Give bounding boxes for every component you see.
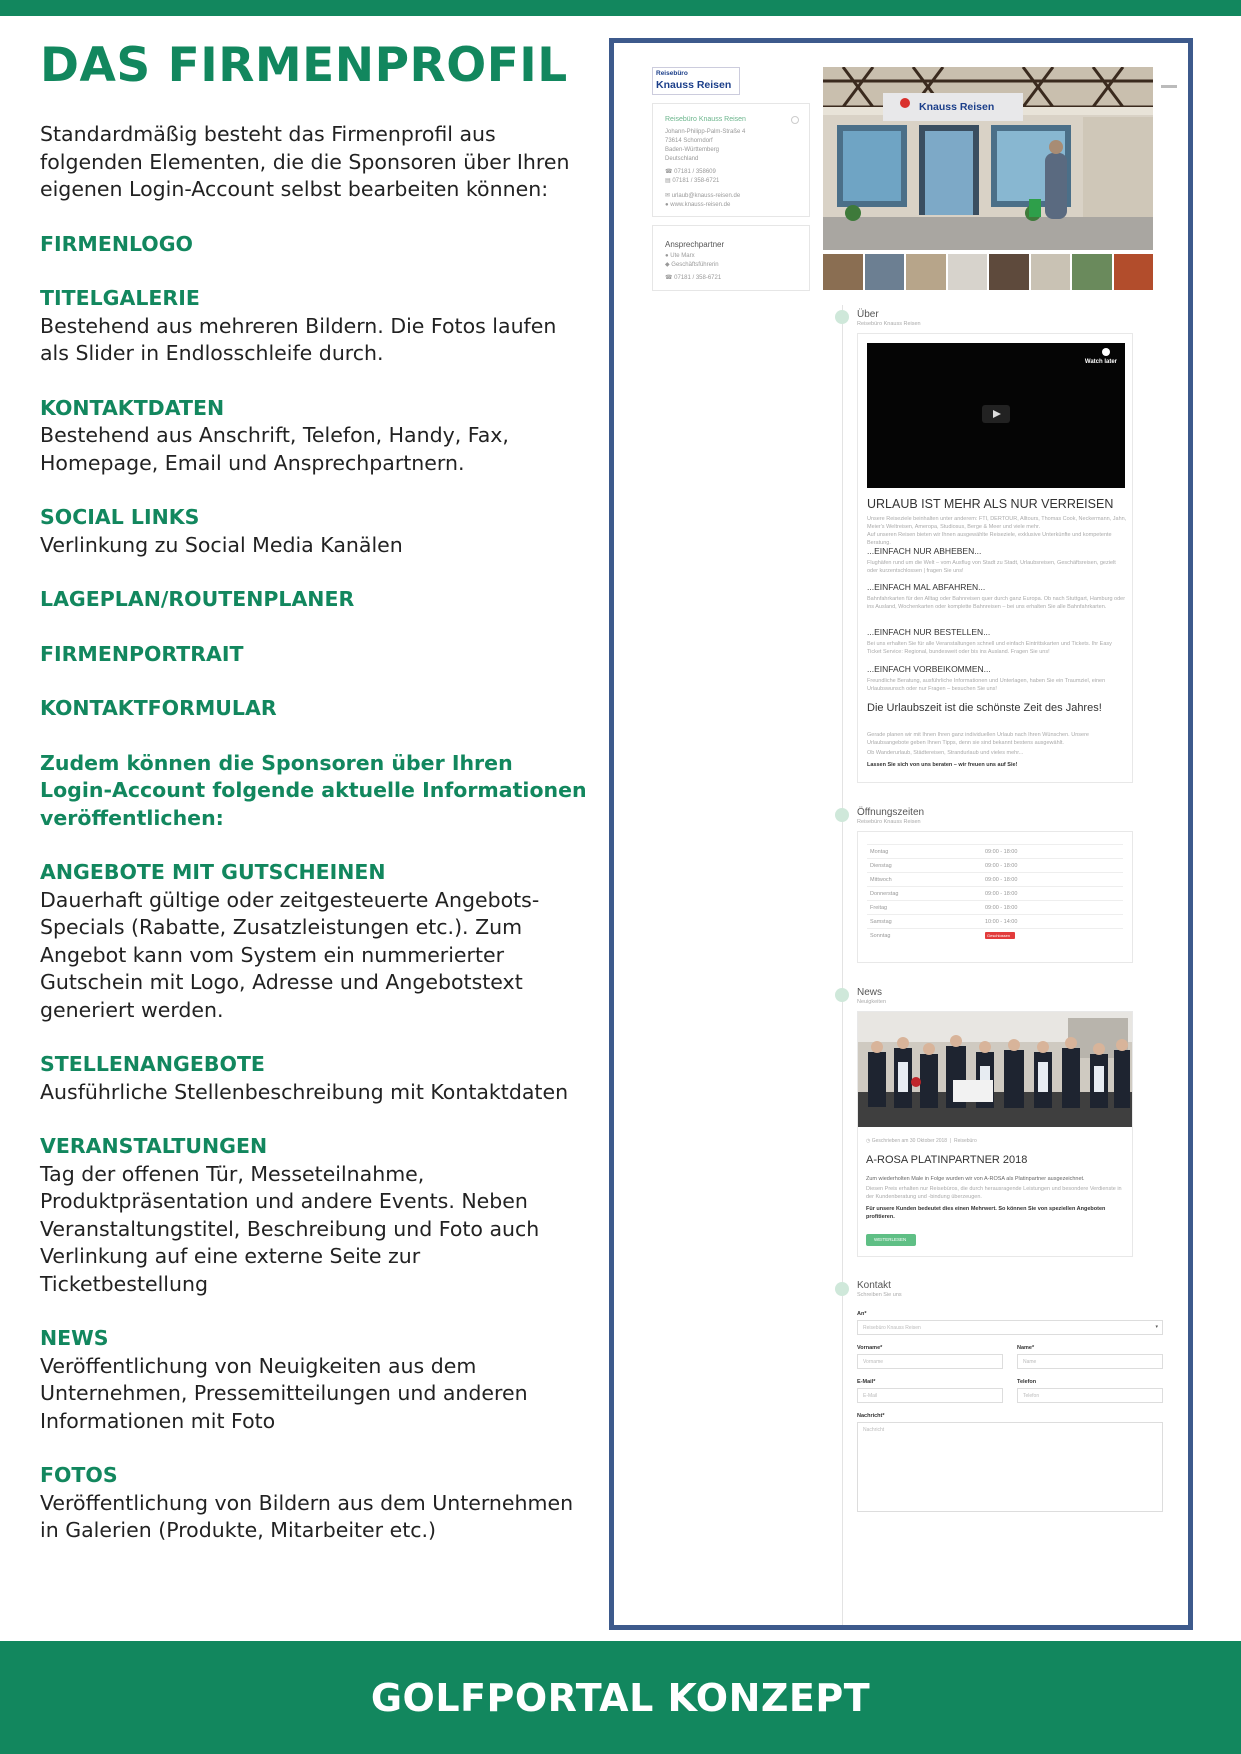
title-gallery-image[interactable] bbox=[823, 67, 1153, 250]
day-cell: Samstag bbox=[870, 919, 892, 925]
day-cell: Dienstag bbox=[870, 863, 892, 869]
tag-icon: ◆ bbox=[665, 262, 672, 268]
news-heading[interactable]: A-ROSA PLATINPARTNER 2018 bbox=[866, 1154, 1028, 1166]
profile-preview bbox=[614, 43, 1188, 1625]
scroll-indicator[interactable] bbox=[1161, 85, 1177, 88]
hours-table bbox=[857, 831, 1133, 963]
feature-section bbox=[40, 1462, 590, 1545]
feature-section bbox=[40, 1051, 590, 1106]
fax-icon: ▤ bbox=[665, 178, 673, 184]
feature-text: Ausführliche Stellenbeschreibung mit Kontaktdaten bbox=[40, 1079, 569, 1104]
lastname-label: Name* bbox=[1017, 1345, 1035, 1351]
contact-person-card bbox=[652, 225, 810, 291]
person-line bbox=[665, 261, 721, 270]
about-subheading: ...EINFACH MAL ABFAHREN... bbox=[867, 582, 986, 592]
timeline-line bbox=[842, 305, 843, 1625]
top-accent-bar bbox=[0, 0, 1241, 16]
email-label: E-Mail* bbox=[857, 1379, 876, 1385]
read-more-button[interactable] bbox=[866, 1234, 916, 1246]
time-cell: 09:00 - 18:00 bbox=[985, 849, 1018, 855]
web-line[interactable] bbox=[665, 201, 740, 210]
about-para: Auf unseren Reisen bieten wir Ihnen ausgewählte Reiseziele, exklusive Unterkünfte und kompetente Beratung. bbox=[867, 532, 1112, 546]
watch-later-label[interactable]: Watch later bbox=[1084, 359, 1117, 365]
news-text: Diesen Preis erhalten nur Reisebüros, die durch herausragende Leistungen und besondere Verdienste in der Kundenberatung und -bindung überzeugen. bbox=[866, 1186, 1122, 1200]
user-icon: ● bbox=[665, 253, 671, 259]
clock-icon[interactable] bbox=[1102, 348, 1110, 356]
recipient-value: Reisebüro Knauss Reisen bbox=[863, 1325, 921, 1331]
about-para: Bahnfahrkarten für den Alltag oder Bahnreisen quer durch ganz Europa. Ob nach Stuttgart, Hamburg oder ins Ausland, Wochenkarten oder komplette Bahnreisen – bei uns erhalten Sie alle Bahnfahrkarten. bbox=[867, 596, 1126, 610]
feature-section bbox=[40, 231, 590, 259]
about-icon bbox=[835, 310, 849, 324]
gallery-thumb[interactable] bbox=[906, 254, 946, 290]
news-icon bbox=[835, 988, 849, 1002]
gallery-thumb[interactable] bbox=[1031, 254, 1071, 290]
contact-card-address bbox=[665, 128, 745, 164]
person-line bbox=[665, 252, 721, 261]
contact-card-links bbox=[665, 192, 740, 210]
gallery-thumb[interactable] bbox=[948, 254, 988, 290]
gallery-thumb[interactable] bbox=[1114, 254, 1154, 290]
phone-line bbox=[665, 168, 719, 177]
news-card bbox=[857, 1011, 1133, 1257]
mail-icon: ✉ bbox=[665, 193, 672, 199]
feature-text: Bestehend aus Anschrift, Telefon, Handy, Fax, Homepage, Email und Ansprechpartnern. bbox=[40, 423, 509, 475]
news-bold: Für unsere Kunden bedeutet dies einen Mehrwert. So können Sie von speziellen Angeboten profitieren. bbox=[866, 1206, 1106, 1220]
contact-person-title: Ansprechpartner bbox=[665, 240, 725, 249]
lastname-input[interactable]: Name bbox=[1017, 1354, 1163, 1369]
message-textarea[interactable]: Nachricht bbox=[857, 1422, 1163, 1512]
contact-card-phones bbox=[665, 168, 719, 186]
time-cell: 10:00 - 14:00 bbox=[985, 919, 1018, 925]
phone-label: Telefon bbox=[1017, 1379, 1037, 1385]
address-line: 73614 Schorndorf bbox=[665, 138, 713, 144]
sections-b bbox=[40, 859, 590, 1545]
recipient-label: An* bbox=[857, 1311, 867, 1317]
sections-a bbox=[40, 231, 590, 723]
feature-heading: NEWS bbox=[40, 1326, 109, 1350]
storefront-illustration bbox=[823, 67, 1153, 250]
feature-section bbox=[40, 859, 590, 1024]
footer-title: GOLFPORTAL KONZEPT bbox=[370, 1675, 871, 1720]
day-cell: Montag bbox=[870, 849, 889, 855]
calendar-icon: ◷ bbox=[866, 1138, 872, 1144]
feature-section bbox=[40, 1133, 590, 1298]
contact-card-name: Reisebüro Knauss Reisen bbox=[665, 116, 746, 123]
day-cell: Sonntag bbox=[870, 933, 891, 939]
time-cell: 09:00 - 18:00 bbox=[985, 863, 1018, 869]
news-photo-illustration bbox=[858, 1012, 1132, 1127]
gallery-thumbnails bbox=[823, 254, 1153, 290]
contact-title: Kontakt bbox=[857, 1280, 891, 1291]
about-para: Gerade planen wir mit Ihnen Ihren ganz individuellen Urlaub nach Ihren Wünschen. Unsere Urlaubsangebote geben Ihnen Tipps, denn sie sind bekannt bestens ausgewählt. bbox=[867, 732, 1089, 746]
gallery-thumb[interactable] bbox=[989, 254, 1029, 290]
fax-line bbox=[665, 177, 719, 186]
email-input[interactable]: E-Mail bbox=[857, 1388, 1003, 1403]
fax-number: 07181 / 358-6721 bbox=[672, 178, 720, 184]
feature-section bbox=[40, 641, 590, 669]
phone-input[interactable]: Telefon bbox=[1017, 1388, 1163, 1403]
feature-heading: LAGEPLAN/ROUTENPLANER bbox=[40, 587, 355, 611]
video-player[interactable] bbox=[867, 343, 1125, 488]
news-sub: Neuigkeiten bbox=[857, 999, 887, 1005]
closed-label: Geschlossen bbox=[987, 933, 1011, 938]
recipient-select[interactable] bbox=[857, 1320, 1163, 1335]
about-para: Bei uns erhalten Sie für alle Veranstaltungen schnell und einfach Eintrittskarten und Tickets. Ihr Easy Ticket Service: Regional, bundesweit oder bis ins Ausland. Fragen Sie uns! bbox=[867, 641, 1112, 655]
about-para: Flughäfen rund um die Welt – vom Ausflug von Stadt zu Stadt, Urlaubsreisen, Geschäftsreisen, gezielt oder kurzentschlossen | fragen Sie uns! bbox=[867, 560, 1116, 574]
feature-heading: FOTOS bbox=[40, 1463, 118, 1487]
email-link[interactable]: urlaub@knauss-reisen.de bbox=[671, 193, 741, 199]
feature-heading: KONTAKTDATEN bbox=[40, 395, 225, 420]
news-title: News bbox=[857, 987, 883, 998]
person-role: Geschäftsführerin bbox=[671, 262, 719, 268]
news-text: Zum wiederholten Male in Folge wurden wir von A-ROSA als Platinpartner ausgezeichnet. bbox=[866, 1176, 1085, 1182]
feature-section bbox=[40, 586, 590, 614]
address-line: Deutschland bbox=[665, 156, 699, 162]
chevron-down-icon: ▾ bbox=[1155, 1324, 1158, 1330]
read-more-label: WEITERLESEN bbox=[874, 1237, 907, 1242]
feature-heading: VERANSTALTUNGEN bbox=[40, 1134, 268, 1158]
logo-small-text: Reisebüro bbox=[656, 70, 688, 77]
about-subheading: ...EINFACH NUR BESTELLEN... bbox=[867, 627, 991, 637]
logo-big-text: Knauss Reisen bbox=[656, 79, 732, 91]
table-row bbox=[867, 900, 1123, 914]
gallery-thumb[interactable] bbox=[823, 254, 863, 290]
about-para: Freundliche Beratung, ausführliche Informationen und Unterlagen, haben Sie ein Traumziel, einen Urlaubswunsch oder nur Fragen – besuchen Sie uns! bbox=[867, 678, 1106, 692]
table-row bbox=[867, 886, 1123, 900]
feature-section bbox=[40, 285, 590, 368]
table-row bbox=[867, 928, 1123, 942]
intro-text: Standardmäßig besteht das Firmenprofil aus folgenden Elementen, die die Sponsoren über Ihren eigenen Login-Account selbst bearbeiten können: bbox=[40, 122, 570, 201]
table-row bbox=[867, 914, 1123, 928]
left-column bbox=[40, 38, 590, 1572]
time-cell: 09:00 - 18:00 bbox=[985, 905, 1018, 911]
contact-card bbox=[652, 103, 810, 217]
about-sub: Reisebüro Knauss Reisen bbox=[857, 321, 921, 327]
email-line[interactable] bbox=[665, 192, 740, 201]
day-cell: Mittwoch bbox=[870, 877, 892, 883]
feature-heading: FIRMENLOGO bbox=[40, 231, 193, 256]
gallery-thumb[interactable] bbox=[865, 254, 905, 290]
feature-section bbox=[40, 504, 590, 559]
about-heading-2: Die Urlaubszeit ist die schönste Zeit des Jahres! bbox=[867, 702, 1102, 714]
time-cell: 09:00 - 18:00 bbox=[985, 891, 1018, 897]
phone-icon: ☎ bbox=[665, 275, 675, 281]
about-para: Unsere Reiseziele beinhalten unter anderem: FTI, DERTOUR, Alltours, Thomas Cook, Neckermann, Jahn, Meier's Weltreisen, Ameropa, Studiosus, Berge & Meer und viele mehr. bbox=[867, 516, 1127, 530]
feature-heading: FIRMENPORTRAIT bbox=[40, 641, 244, 666]
table-row bbox=[867, 872, 1123, 886]
feature-section bbox=[40, 695, 590, 723]
about-heading: URLAUB IST MEHR ALS NUR VERREISEN bbox=[867, 497, 1114, 511]
play-icon[interactable] bbox=[982, 405, 1010, 423]
web-link[interactable]: www.knauss-reisen.de bbox=[670, 202, 731, 208]
address-line: Johann-Philipp-Palm-Straße 4 bbox=[665, 129, 746, 135]
feature-heading: KONTAKTFORMULAR bbox=[40, 696, 277, 720]
info-icon[interactable] bbox=[791, 116, 799, 124]
about-content bbox=[857, 333, 1133, 783]
firstname-input[interactable]: Vorname bbox=[857, 1354, 1003, 1369]
feature-section bbox=[40, 395, 590, 478]
news-date: Geschrieben am 30 Oktober 2018 bbox=[871, 1138, 948, 1144]
table-row bbox=[867, 844, 1123, 858]
feature-section bbox=[40, 1325, 590, 1435]
phone-icon: ☎ bbox=[665, 169, 675, 175]
address-line: Baden-Württemberg bbox=[665, 147, 720, 153]
storefront-sign: Knauss Reisen bbox=[919, 101, 995, 113]
profile-preview-frame bbox=[609, 38, 1193, 1630]
feature-text: Bestehend aus mehreren Bildern. Die Fotos laufen als Slider in Endlosschleife durch. bbox=[40, 313, 557, 365]
feature-heading: SOCIAL LINKS bbox=[40, 505, 200, 529]
message-label: Nachricht* bbox=[857, 1413, 885, 1419]
company-logo bbox=[652, 67, 740, 95]
news-category: Reisebüro bbox=[953, 1138, 977, 1144]
hours-title: Öffnungszeiten bbox=[857, 807, 925, 818]
person-line bbox=[665, 274, 721, 283]
feature-text: Verlinkung zu Social Media Kanälen bbox=[40, 532, 403, 557]
contact-sub: Schreiben Sie uns bbox=[857, 1292, 902, 1298]
feature-text: Dauerhaft gültige oder zeitgesteuerte Angebots-Specials (Rabatte, Zusatzleistungen etc.). Zum Angebot kann vom System ein nummerierter Gutschein mit Logo, Adresse und Angebotstext generiert werden. bbox=[40, 887, 540, 1022]
about-subheading: ...EINFACH VORBEIKOMMEN... bbox=[867, 664, 991, 674]
feature-heading: TITELGALERIE bbox=[40, 286, 200, 310]
firstname-label: Vorname* bbox=[857, 1345, 883, 1351]
contact-icon bbox=[835, 1282, 849, 1296]
day-cell: Freitag bbox=[870, 905, 888, 911]
news-image[interactable] bbox=[858, 1012, 1132, 1127]
table-row bbox=[867, 858, 1123, 872]
about-para: Ob Wanderurlaub, Städtereisen, Strandurlaub und vieles mehr... bbox=[867, 750, 1024, 756]
day-cell: Donnerstag bbox=[870, 891, 899, 897]
feature-heading: ANGEBOTE MIT GUTSCHEINEN bbox=[40, 860, 386, 884]
person-phone: 07181 / 358-6721 bbox=[674, 275, 722, 281]
feature-text: Veröffentlichung von Bildern aus dem Unternehmen in Galerien (Produkte, Mitarbeiter etc.) bbox=[40, 1490, 574, 1542]
globe-icon: ● bbox=[665, 202, 671, 208]
hours-icon bbox=[835, 808, 849, 822]
footer-bar bbox=[0, 1641, 1241, 1754]
contact-person-details bbox=[665, 252, 721, 283]
person-name: Ute Marx bbox=[670, 253, 695, 259]
time-cell: 09:00 - 18:00 bbox=[985, 877, 1018, 883]
hours-sub: Reisebüro Knauss Reisen bbox=[857, 819, 921, 825]
about-subheading: ...EINFACH NUR ABHEBEN... bbox=[867, 546, 982, 556]
about-bold: Lassen Sie sich von uns beraten – wir freuen uns auf Sie! bbox=[867, 762, 1018, 768]
feature-text: Veröffentlichung von Neuigkeiten aus dem Unternehmen, Pressemitteilungen und anderen Informationen mit Foto bbox=[40, 1353, 528, 1433]
gallery-thumb[interactable] bbox=[1072, 254, 1112, 290]
about-title: Über bbox=[857, 309, 879, 320]
feature-text: Tag der offenen Tür, Messeteilnahme, Produktpräsentation und andere Events. Neben Veranstaltungstitel, Beschreibung und Foto auch Verlinkung auf eine externe Seite zur Ticketbestellung bbox=[40, 1161, 540, 1296]
highlight-text: Zudem können die Sponsoren über Ihren Login-Account folgende aktuelle Informationen veröffentlichen: bbox=[40, 750, 587, 830]
phone-number: 07181 / 358609 bbox=[674, 169, 716, 175]
closed-badge bbox=[985, 932, 1015, 939]
news-meta: ◷ Geschrieben am 30 Oktober 2018 | Reisebüro bbox=[866, 1138, 977, 1144]
page-title: DAS FIRMENPROFIL bbox=[40, 38, 568, 93]
feature-heading: STELLENANGEBOTE bbox=[40, 1052, 265, 1076]
